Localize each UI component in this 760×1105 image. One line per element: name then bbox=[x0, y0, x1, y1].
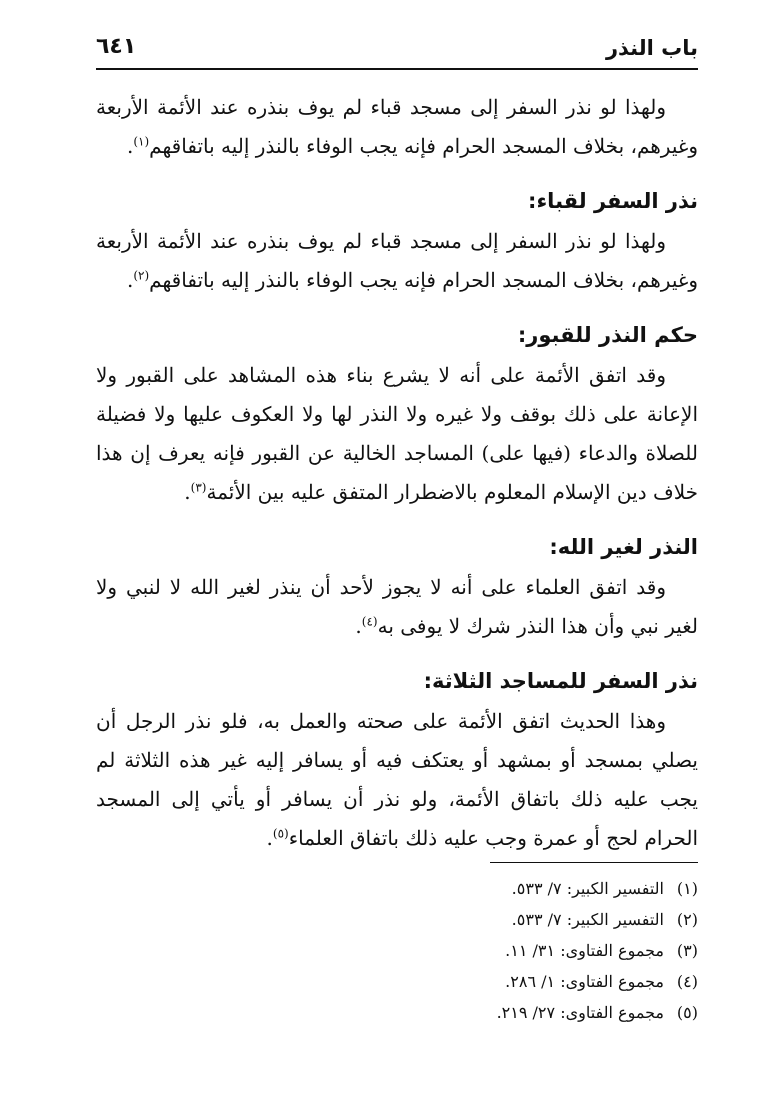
section-heading: النذر لغير الله: bbox=[549, 535, 698, 559]
paragraph-text: وهذا الحديث اتفق الأئمة على صحته والعمل به، فلو نذر الرجل أن يصلي بمسجد أو بمشهد أو يعتكف فيه أو يسافر إليه غير هذه الثلاثة لم يجب عليه ذلك باتفاق الأئمة، ولو نذر أن يسافر أو يأتي إلى المسجد الحرام لحج أو عمرة وجب عليه ذلك باتفاق العلماء bbox=[96, 709, 698, 850]
paragraph-1: ولهذا لو نذر السفر إلى مسجد قباء لم يوف بنذره عند الأئمة الأربعة وغيرهم، بخلاف المسجد الحرام فإنه يجب الوفاء بالنذر إليه باتفاقهم$^{(١)}$. bbox=[96, 95, 698, 158]
footnote-text: مجموع الفتاوى: ١/ ٢٨٦. bbox=[505, 972, 664, 991]
footnote-number: (٥) bbox=[676, 1003, 698, 1022]
footnote-item bbox=[298, 966, 698, 997]
footnote-ref: (٣) bbox=[190, 480, 207, 495]
footnote-text: مجموع الفتاوى: ٢٧/ ٢١٩. bbox=[496, 1003, 664, 1022]
footnote-item bbox=[298, 904, 698, 935]
section-heading: نذر السفر للمساجد الثلاثة: bbox=[423, 669, 698, 693]
footnote-number: (٤) bbox=[676, 972, 698, 991]
footnote-text: التفسير الكبير: ٧/ ٥٣٣. bbox=[511, 879, 664, 898]
paragraph-text: ولهذا لو نذر السفر إلى مسجد قباء لم يوف بنذره عند الأئمة الأربعة وغيرهم، بخلاف المسجد الحرام فإنه يجب الوفاء بالنذر إليه باتفاقهم bbox=[96, 229, 698, 292]
footnote-item bbox=[298, 873, 698, 904]
footnote-item bbox=[298, 935, 698, 966]
paragraph-5: وهذا الحديث اتفق الأئمة على صحته والعمل به، فلو نذر الرجل أن يصلي بمسجد أو بمشهد أو يعتكف فيه أو يسافر إليه غير هذه الثلاثة لم يجب عليه ذلك باتفاق الأئمة، ولو نذر أن يسافر أو يأتي إلى المسجد الحرام لحج أو عمرة وجب عليه ذلك باتفاق العلماء$^{(٥)}$. bbox=[96, 709, 698, 850]
footnote-ref: (٢) bbox=[133, 268, 150, 283]
footnote-ref: (٤) bbox=[361, 614, 378, 629]
footnote-rule bbox=[490, 862, 698, 863]
section-heading: نذر السفر لقباء: bbox=[528, 189, 698, 213]
footnote-text: مجموع الفتاوى: ٣١/ ١١. bbox=[505, 941, 664, 960]
paragraph-3: وقد اتفق الأئمة على أنه لا يشرع بناء هذه المشاهد على القبور ولا الإعانة على ذلك بوقف ولا غيره ولا النذر لها ولا العكوف عليها ولا فضيلة للصلاة والدعاء (فيها على) المساجد الخالية عن القبور فإنه يعرف إن هذا خلاف دين الإسلام المعلوم بالاضطرار المتفق عليه بين الأئمة$^{(٣)}$. bbox=[96, 363, 698, 504]
footnote-number: (٣) bbox=[676, 941, 698, 960]
section-heading: حكم النذر للقبور: bbox=[517, 323, 698, 347]
paragraph-text: وقد اتفق الأئمة على أنه لا يشرع بناء هذه المشاهد على القبور ولا الإعانة على ذلك بوقف ولا غيره ولا النذر لها ولا العكوف عليها ولا فضيلة للصلاة والدعاء (فيها على) المساجد الخالية عن القبور فإنه يعرف إن هذا خلاف دين الإسلام المعلوم بالاضطرار المتفق عليه بين الأئمة bbox=[96, 363, 698, 504]
page-header bbox=[96, 28, 698, 70]
page-number: ٦٤١ bbox=[96, 34, 137, 59]
paragraph-2: ولهذا لو نذر السفر إلى مسجد قباء لم يوف بنذره عند الأئمة الأربعة وغيرهم، بخلاف المسجد الحرام فإنه يجب الوفاء بالنذر إليه باتفاقهم$^{(٢)}$. bbox=[96, 229, 698, 292]
footnote-item bbox=[298, 997, 698, 1028]
paragraph-text: ولهذا لو نذر السفر إلى مسجد قباء لم يوف بنذره عند الأئمة الأربعة وغيرهم، بخلاف المسجد الحرام فإنه يجب الوفاء بالنذر إليه باتفاقهم bbox=[96, 95, 698, 158]
footnotes bbox=[298, 873, 698, 1028]
footnote-number: (١) bbox=[676, 879, 698, 898]
chapter-title: باب النذر bbox=[605, 36, 698, 60]
footnote-ref: (٥) bbox=[272, 826, 289, 841]
page-body bbox=[96, 88, 698, 858]
footnote-text: التفسير الكبير: ٧/ ٥٣٣. bbox=[511, 910, 664, 929]
paragraph-text: وقد اتفق العلماء على أنه لا يجوز لأحد أن ينذر لغير الله لا لنبي ولا لغير نبي وأن هذا النذر شرك لا يوفى به bbox=[96, 575, 698, 638]
paragraph-4: وقد اتفق العلماء على أنه لا يجوز لأحد أن ينذر لغير الله لا لنبي ولا لغير نبي وأن هذا النذر شرك لا يوفى به$^{(٤)}$. bbox=[96, 575, 698, 638]
header-rule bbox=[96, 68, 698, 70]
footnote-number: (٢) bbox=[676, 910, 698, 929]
footnote-ref: (١) bbox=[133, 134, 150, 149]
